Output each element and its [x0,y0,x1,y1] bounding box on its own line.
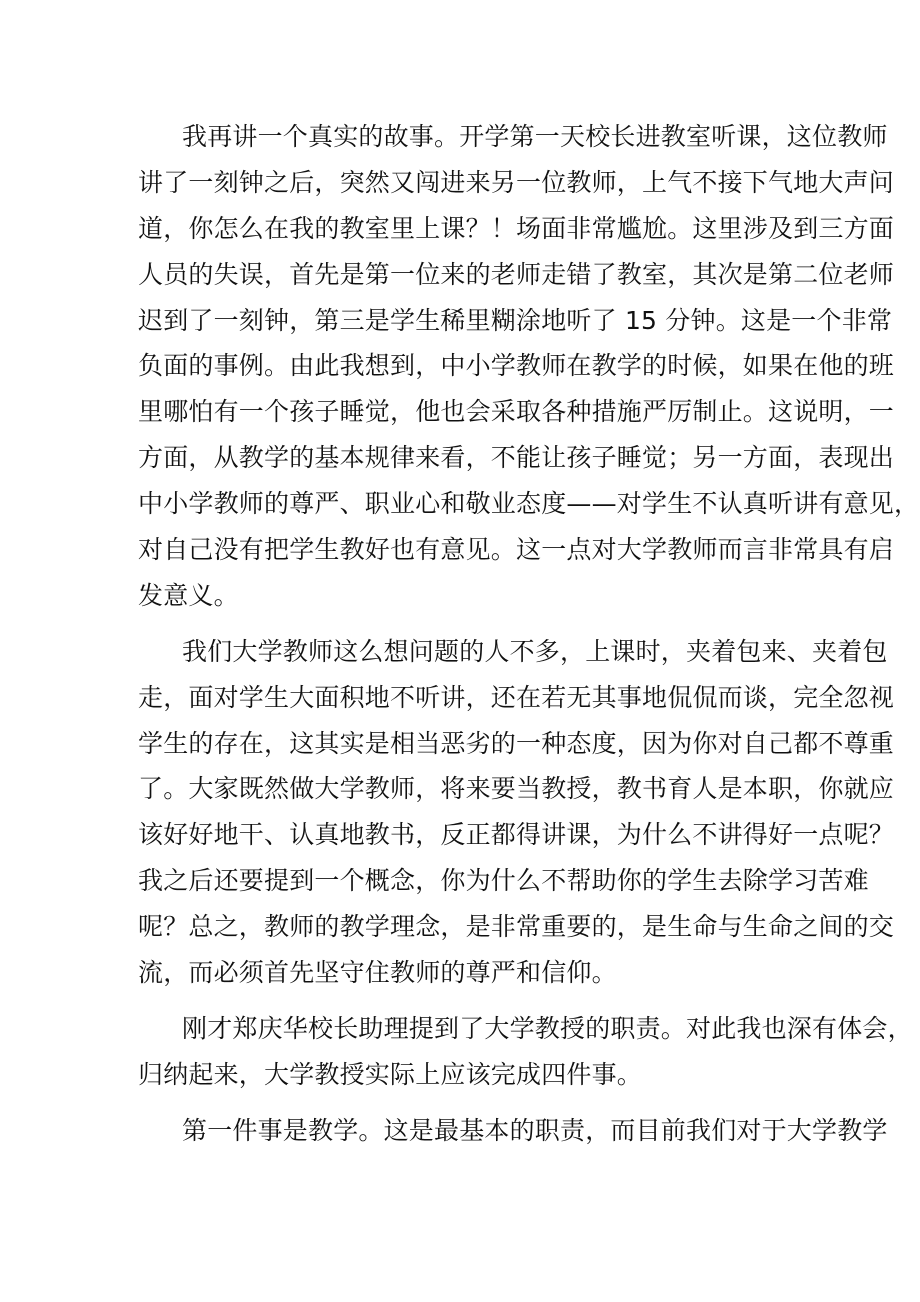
text-line: 归纳起来，大学教授实际上应该完成四件事。 [138,1059,643,1089]
text-line: 迟到了一刻钟，第三是学生稀里糊涂地听了 15 分钟。这是一个非常 [138,305,893,335]
text-line: 道，你怎么在我的教室里上课？！场面非常尴尬。这里涉及到三方面 [138,213,895,243]
text-line: 发意义。 [138,580,239,610]
text-line: 人员的失误，首先是第一位来的老师走错了教室，其次是第二位老师 [138,259,895,289]
text-line: 中小学教师的尊严、职业心和敬业态度——对学生不认真听讲有意见， [138,489,920,519]
text-line: 我再讲一个真实的故事。开学第一天校长进教室听课，这位教师 [182,122,888,151]
text-line: 流，而必须首先坚守住教师的尊严和信仰。 [138,958,617,988]
text-line: 我们大学教师这么想问题的人不多，上课时，夹着包来、夹着包 [182,636,888,666]
paragraph [138,1006,913,1098]
text-line: 讲了一刻钟之后，突然又闯进来另一位教师，上气不接下气地大声问 [138,167,895,197]
text-line: 对自己没有把学生教好也有意见。这一点对大学教师而言非常具有启 [138,535,895,565]
paragraph-gap [138,1098,786,1108]
paragraph-gap [138,619,786,629]
text-line: 方面，从教学的基本规律来看，不能让孩子睡觉；另一方面，表现出 [138,443,895,473]
text-line: 我之后还要提到一个概念，你为什么不帮助你的学生去除学习苦难 [138,866,869,896]
paragraph [138,629,895,996]
text-line: 学生的存在，这其实是相当恶劣的一种态度，因为你对自己都不尊重 [138,728,895,758]
text-line: 走，面对学生大面积地不听讲，还在若无其事地侃侃而谈，完全忽视 [138,682,895,712]
text-line: 里哪怕有一个孩子睡觉，他也会采取各种措施严厉制止。这说明，一 [138,397,895,427]
text-line: 负面的事例。由此我想到，中小学教师在教学的时候，如果在他的班 [138,351,895,381]
text-line: 了。大家既然做大学教师，将来要当教授，教书育人是本职，你就应 [138,774,895,804]
paragraph [138,114,920,619]
text-line: 该好好地干、认真地教书，反正都得讲课，为什么不讲得好一点呢？ [138,820,895,850]
text-line: 呢？总之，教师的教学理念，是非常重要的，是生命与生命之间的交 [138,912,895,942]
document-body [138,114,920,1154]
text-line: 刚才郑庆华校长助理提到了大学教授的职责。对此我也深有体会， [182,1013,913,1043]
text-line: 第一件事是教学。这是最基本的职责，而目前我们对于大学教学 [182,1115,888,1145]
paragraph [138,1108,888,1154]
paragraph-gap [138,996,786,1006]
